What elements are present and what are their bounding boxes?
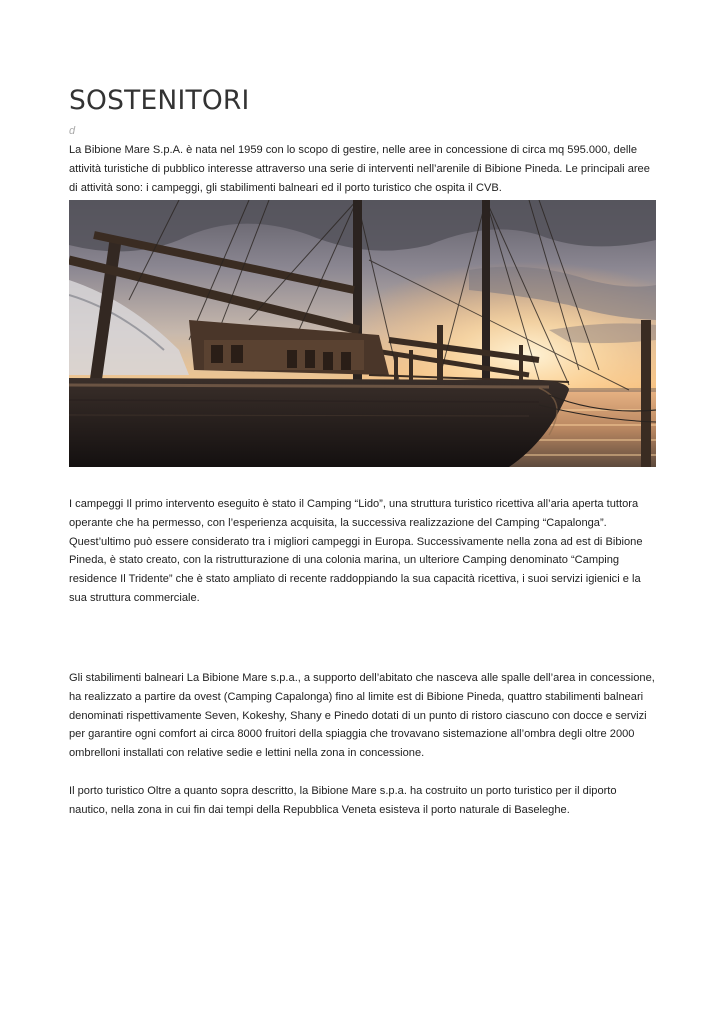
sailboat-sunset-photo (69, 200, 656, 467)
intro-paragraph: La Bibione Mare S.p.A. è nata nel 1959 con lo scopo di gestire, nelle aree in concessione di circa mq 595.000, delle attività turistiche di pubblico interesse attraverso una serie di interventi nell’arenile di Bibione Pineda. Le principali aree di attività sono: i campeggi, gli stabilimenti balneari ed il porto turistico che ospita il CVB. (69, 144, 650, 194)
porto-paragraph: Il porto turistico Oltre a quanto sopra descritto, la Bibione Mare s.p.a. ha costruito un porto turistico per il diporto nautico, nella zona in cui fin dai tempi della Repubblica Veneta esisteva il porto naturale di Baseleghe. (69, 785, 617, 816)
stabilimenti-paragraph: Gli stabilimenti balneari La Bibione Mare s.p.a., a supporto dell’abitato che nasceva alle spalle dell’area in concessione, ha realizzato a partire da ovest (Camping Capalonga) fino al limite est di Bibione Pineda, quattro stabilimenti balneari denominati rispettivamente Seven, Kokeshy, Shany e Pinedo dotati di un punto di ristoro ciascuno con docce e servizi per garantire ogni comfort ai circa 8000 fruitori della spiaggia che trovavano sistemazione all’ombra degli oltre 2000 ombrelloni installati con relative sedie e lettini nella zona in concessione. (69, 672, 655, 760)
page-title: SOSTENITORI (69, 85, 250, 116)
campeggi-paragraph: I campeggi Il primo intervento eseguito è stato il Camping “Lido”, una struttura turistico ricettiva all’aria aperta tuttora operante che ha permesso, con l’esperienza acquisita, la successiva realizzazione del Camping “Capalonga”. Quest’ultimo può essere considerato tra i migliori campeggi in Europa. Successivamente nella zona ad est di Bibione Pineda, è stato creato, con la ristrutturazione di una colonia marina, un ulteriore Camping denominato “Camping residence Il Tridente” che è stato ampliato di recente raddoppiando la sua capacità ricettiva, i suoi servizi igienici e la sua struttura commerciale. (69, 498, 643, 604)
page-subtitle: d (69, 125, 76, 137)
